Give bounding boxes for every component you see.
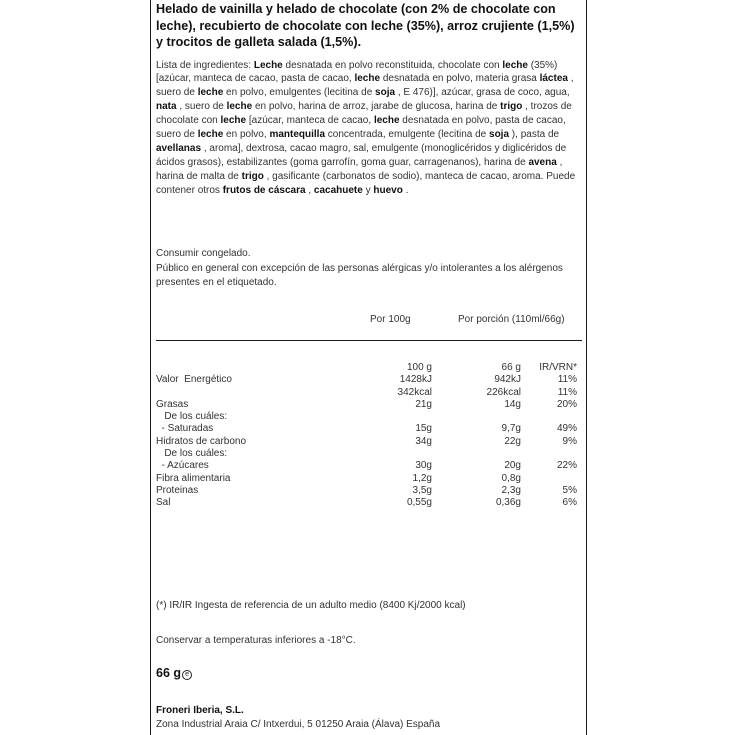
ingredients-list <box>156 59 582 198</box>
value-per-100g: 21g <box>415 398 432 410</box>
product-title: Helado de vainilla y helado de chocolate (con 2% de chocolate con leche), recubierto de chocolate con leche (35%), arroz crujiente (1,5%) y trocitos de galleta salada (1,5%). <box>156 2 575 49</box>
value-per-portion: 942kJ <box>494 374 521 386</box>
ingredient-text: concentrada, emulgente (lecitina de <box>325 129 490 141</box>
value-per-100g: 30g <box>415 460 432 472</box>
value-per-portion: 226kcal <box>486 386 521 398</box>
allergen-text: leche <box>373 115 400 127</box>
allergen-text: cacahuete <box>313 184 363 196</box>
nutrition-row <box>156 423 582 435</box>
allergen-text: soja <box>489 129 510 141</box>
allergen-text: Leche <box>253 59 283 71</box>
allergen-text: mantequilla <box>269 129 326 141</box>
company-name: Froneri Iberia, S.L. <box>156 705 244 716</box>
table-divider <box>156 340 582 341</box>
ingredient-text: , aroma], dextrosa, cacao magro, sal, emulgente (monoglicéridos y diglicéridos de ácidos grasos), estabilizantes (goma garrofín, goma guar, carragenanos), harina de <box>156 142 567 168</box>
value-per-portion: 66 g <box>501 362 521 373</box>
estimated-sign-icon: e <box>182 670 192 680</box>
nutrition-row <box>156 460 582 472</box>
ingredient-text: en polvo, harina de arroz, jarabe de glucosa, harina de <box>252 101 501 113</box>
ingredient-text: ), pasta de <box>509 129 560 141</box>
reference-intake-note: (*) IR/IR Ingesta de referencia de un adulto medio (8400 Kj/2000 kcal) <box>156 600 466 611</box>
ingredient-text: , suero de <box>176 101 227 113</box>
reference-intake-percent: 6% <box>562 497 577 509</box>
ingredient-text: , <box>305 184 314 196</box>
reference-intake-percent: 49% <box>556 423 577 435</box>
allergen-text: trigo <box>241 170 264 182</box>
nutrition-row <box>156 374 582 386</box>
ingredient-text: [azúcar, manteca de cacao, <box>246 115 374 127</box>
ingredient-text: desnatada en polvo, materia grasa <box>380 73 540 85</box>
reference-intake-percent: 11% <box>557 374 577 386</box>
nutrient-label: De los cuáles: <box>156 448 228 460</box>
value-per-portion: 22g <box>504 435 521 447</box>
value-per-100g: 3,5g <box>412 484 432 496</box>
value-per-100g: 100 g <box>406 362 432 373</box>
ingredient-text: , gasificante (carbonatos de sodio), manteca de cacao, aroma. Puede contener otros <box>156 170 576 196</box>
allergen-text: trigo <box>500 101 523 113</box>
label-content <box>156 0 582 735</box>
nutrient-label: - Saturadas <box>156 423 214 435</box>
nutrient-label: Hidratos de carbono <box>156 435 247 447</box>
allergen-text: leche <box>226 101 253 113</box>
reference-intake-percent: 11% <box>557 386 577 398</box>
value-per-portion: 14g <box>504 398 521 410</box>
header-per-portion: Por porción (110ml/66g) <box>458 314 565 325</box>
nutrition-table <box>156 362 582 510</box>
ingredient-text: Lista de ingredientes: <box>156 59 254 71</box>
allergen-text: leche <box>220 115 247 127</box>
reference-intake-percent: IR/VRN* <box>539 362 577 373</box>
nutrition-row <box>156 362 582 374</box>
nutrition-row <box>156 387 582 399</box>
allergen-text: frutos de cáscara <box>222 184 306 196</box>
nutrition-row <box>156 448 582 460</box>
allergen-text: leche <box>197 129 224 141</box>
allergen-text: avellanas <box>156 142 202 154</box>
reference-intake-percent: 22% <box>556 460 577 472</box>
ingredient-text: , E 476)], azúcar, grasa de coco, agua, <box>395 87 570 99</box>
audience-note: Público en general con excepción de las personas alérgicas y/o intolerantes a los alérgenos presentes en el etiquetado. <box>156 263 563 288</box>
allergen-text: nata <box>156 101 177 113</box>
company-address: Zona Industrial Araia C/ Intxerdui, 5 01250 Araia (Álava) España <box>156 719 441 730</box>
net-weight-value: 66 g <box>156 666 182 680</box>
nutrient-label: Proteinas <box>156 484 199 496</box>
value-per-100g: 1,2g <box>412 472 432 484</box>
value-per-100g: 0,55g <box>406 497 432 509</box>
nutrition-row <box>156 436 582 448</box>
nutrient-label: Sal <box>156 497 171 509</box>
nutrient-label: Valor Energético <box>156 374 232 386</box>
allergen-text: láctea <box>539 73 568 85</box>
ingredient-text: en polvo, emulgentes (lecitina de <box>223 87 376 99</box>
allergen-text: leche <box>502 59 528 71</box>
value-per-100g: 1428kJ <box>399 374 432 386</box>
value-per-100g: 34g <box>415 435 432 447</box>
ingredient-text: desnatada en polvo reconstituida, chocolate con <box>282 59 503 71</box>
ingredient-text: , harina de malta de <box>156 156 563 182</box>
ingredient-text: , trozos de chocolate con <box>156 101 572 127</box>
header-per-100g: Por 100g <box>370 314 411 325</box>
nutrition-row <box>156 411 582 423</box>
value-per-portion: 0,8g <box>501 472 521 484</box>
reference-intake-percent: 5% <box>562 484 577 496</box>
nutrient-label: Fibra alimentaria <box>156 472 231 484</box>
value-per-portion: 2,3g <box>501 484 521 496</box>
ingredient-text: y <box>362 184 374 196</box>
allergen-text: soja <box>375 87 396 99</box>
label-page <box>150 0 587 735</box>
reference-intake-percent: 20% <box>556 398 577 410</box>
value-per-100g: 342kcal <box>397 386 432 398</box>
value-per-100g: 15g <box>415 423 432 435</box>
ingredient-text: desnatada en polvo, pasta de cacao, suero de <box>156 115 566 141</box>
allergen-text: leche <box>197 87 224 99</box>
nutrition-row <box>156 473 582 485</box>
net-weight <box>156 664 582 682</box>
nutrient-label: De los cuáles: <box>156 411 228 423</box>
value-per-portion: 9,7g <box>501 423 521 435</box>
nutrition-row <box>156 497 582 509</box>
ingredient-text: (35%) [azúcar, manteca de cacao, pasta de cacao, <box>156 59 558 85</box>
allergen-text: avena <box>528 156 557 168</box>
value-per-portion: 0,36g <box>495 497 521 509</box>
storage-note: Conservar a temperaturas inferiores a -18°C. <box>156 635 356 646</box>
reference-intake-percent: 9% <box>562 435 577 447</box>
nutrition-row <box>156 399 582 411</box>
nutrient-label: Grasas <box>156 398 189 410</box>
allergen-text: huevo <box>373 184 403 196</box>
value-per-portion: 20g <box>504 460 521 472</box>
allergen-text: leche <box>354 73 381 85</box>
consumption-note: Consumir congelado. <box>156 248 251 259</box>
ingredient-text: , suero de <box>156 73 574 99</box>
nutrition-row <box>156 485 582 497</box>
nutrient-label: - Azúcares <box>156 460 209 472</box>
ingredient-text: en polvo, <box>223 129 270 141</box>
ingredient-text: . <box>402 184 409 196</box>
